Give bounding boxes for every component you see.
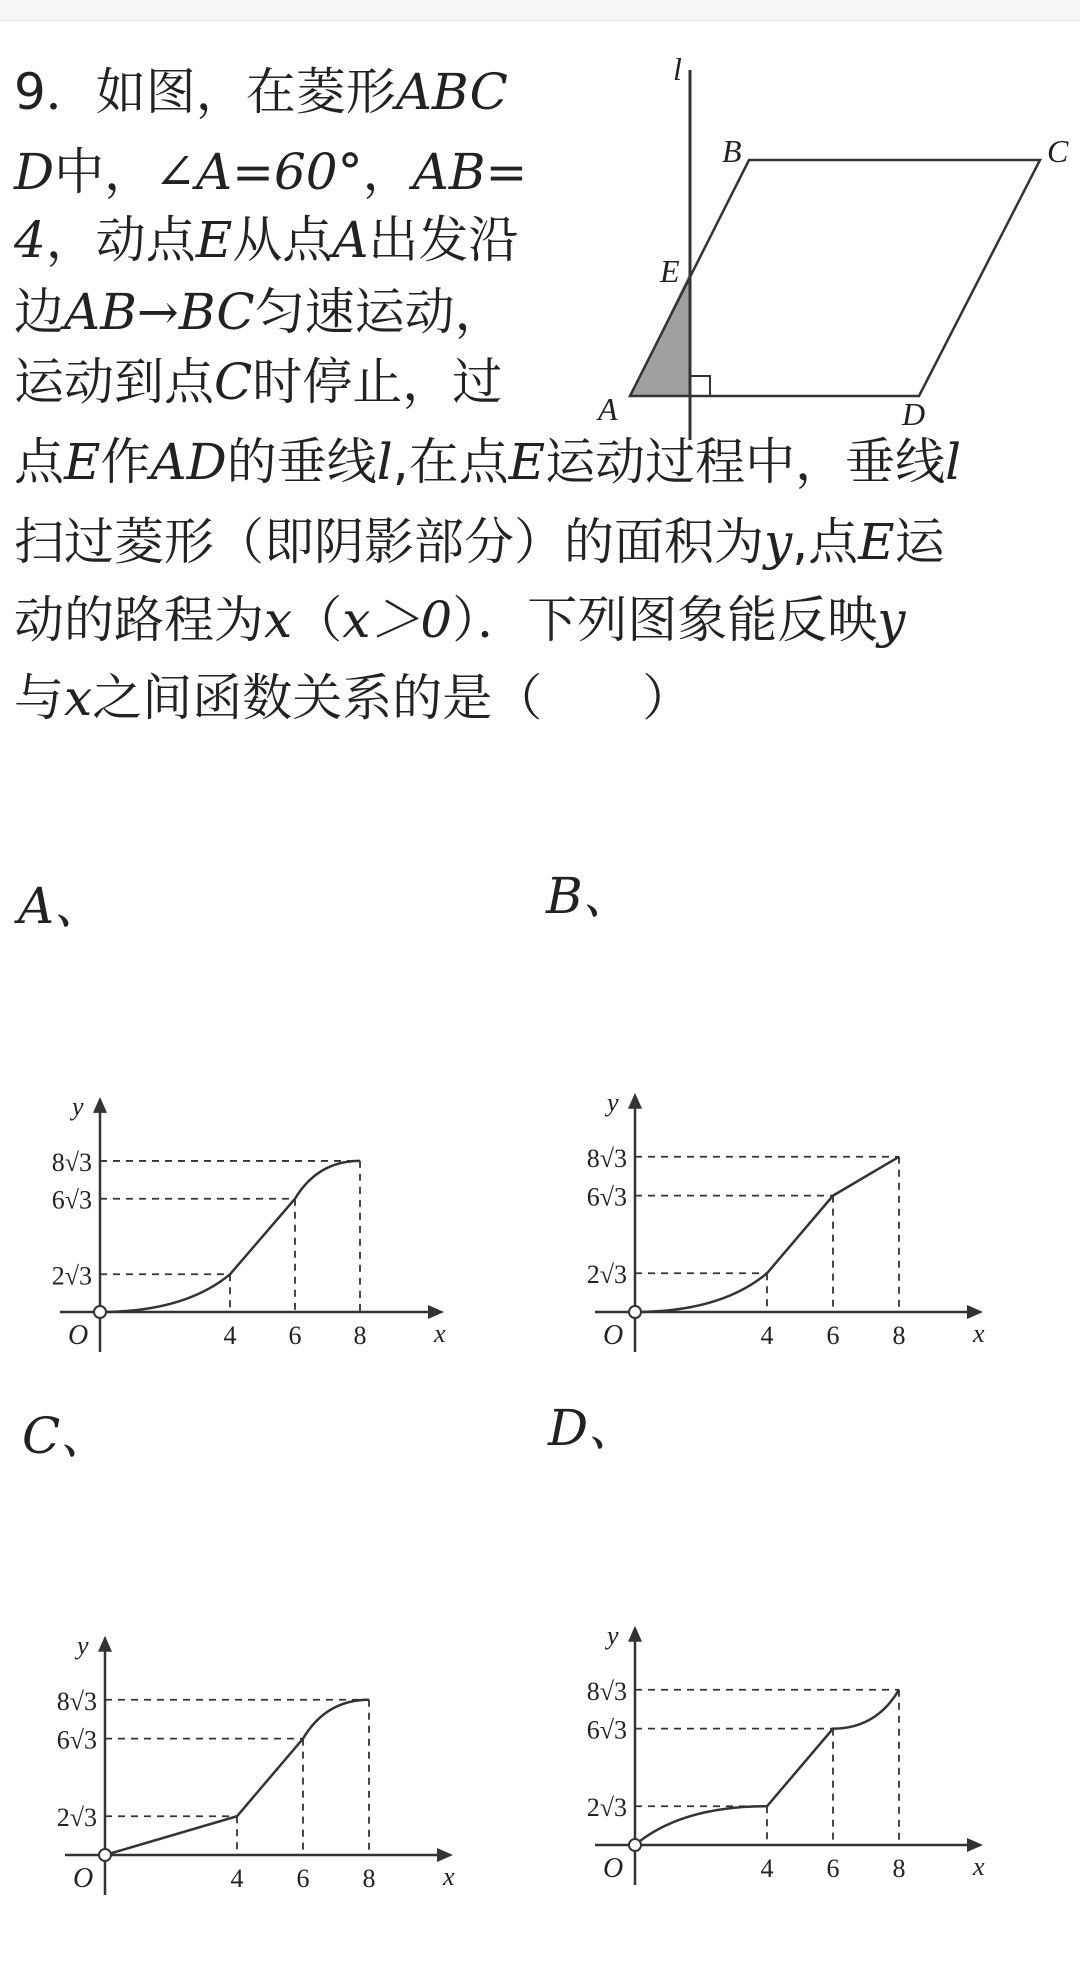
label-D: D xyxy=(902,396,926,432)
right-angle-mark xyxy=(690,376,710,396)
option-label-b[interactable]: B、 xyxy=(546,867,633,925)
origin-label: O xyxy=(68,1320,89,1351)
question-line-9: 与x之间函数关系的是（ ） xyxy=(14,669,693,727)
origin-label: O xyxy=(603,1853,624,1884)
origin-point xyxy=(99,1849,111,1861)
x-tick-label: 8 xyxy=(353,1321,367,1350)
y-tick-label: 6√3 xyxy=(56,1725,97,1755)
y-tick-label: 6√3 xyxy=(586,1182,627,1212)
question-line-1: 9．如图，在菱形ABC xyxy=(14,63,508,121)
y-axis-arrow xyxy=(628,1626,642,1642)
x-tick-label: 6 xyxy=(826,1854,840,1883)
x-tick-label: 4 xyxy=(230,1864,244,1893)
origin-label: O xyxy=(603,1320,624,1351)
y-axis-label: y xyxy=(72,1091,84,1121)
question-line-3: 4，动点E从点A出发沿 xyxy=(14,211,519,269)
y-tick-label: 2√3 xyxy=(586,1793,627,1823)
origin-point xyxy=(94,1306,106,1318)
y-tick-label: 8√3 xyxy=(51,1147,92,1177)
rhombus-figure xyxy=(580,40,1080,460)
y-tick-label: 2√3 xyxy=(56,1803,97,1833)
y-tick-label: 6√3 xyxy=(586,1715,627,1745)
label-E: E xyxy=(660,253,680,289)
question-line-2: D中，∠A=60°，AB= xyxy=(14,143,528,201)
x-axis-label: x xyxy=(973,1319,985,1348)
x-tick-label: 8 xyxy=(892,1854,906,1883)
label-A: A xyxy=(598,391,618,427)
x-axis-arrow xyxy=(967,1838,983,1852)
origin-label: O xyxy=(73,1863,94,1894)
x-axis-arrow xyxy=(428,1305,444,1319)
y-axis-arrow xyxy=(93,1097,107,1113)
x-axis-arrow xyxy=(437,1848,453,1862)
y-tick-label: 8√3 xyxy=(586,1676,627,1706)
y-tick-label: 2√3 xyxy=(51,1261,92,1291)
top-bar xyxy=(0,0,1080,21)
chart-option-c xyxy=(10,1480,540,1910)
y-axis-label: y xyxy=(607,1620,619,1650)
label-C: C xyxy=(1047,133,1069,169)
x-tick-label: 4 xyxy=(760,1854,774,1883)
label-B: B xyxy=(722,133,742,169)
x-axis-label: x xyxy=(443,1862,455,1891)
x-tick-label: 6 xyxy=(296,1864,310,1893)
option-label-d[interactable]: D、 xyxy=(548,1399,639,1457)
y-axis-arrow xyxy=(628,1093,642,1109)
chart-option-a xyxy=(10,950,530,1370)
y-axis-label: y xyxy=(77,1630,89,1660)
chart-option-b xyxy=(540,940,1070,1370)
question-line-5: 运动到点C时停止，过 xyxy=(14,353,503,411)
option-label-a[interactable]: A、 xyxy=(18,877,105,935)
x-axis-arrow xyxy=(967,1305,983,1319)
option-label-c[interactable]: C、 xyxy=(22,1407,111,1465)
y-axis-arrow xyxy=(98,1636,112,1652)
x-axis-label: x xyxy=(973,1852,985,1881)
origin-point xyxy=(629,1839,641,1851)
question-line-7: 扫过菱形（即阴影部分）的面积为y,点E运 xyxy=(14,513,945,571)
x-tick-label: 4 xyxy=(223,1321,237,1350)
label-l: l xyxy=(673,51,682,87)
chart-option-d xyxy=(540,1470,1070,1900)
question-line-4: 边AB→BC匀速运动， xyxy=(14,283,505,341)
y-axis-label: y xyxy=(607,1087,619,1117)
y-tick-label: 2√3 xyxy=(586,1260,627,1290)
x-tick-label: 4 xyxy=(760,1321,774,1350)
y-tick-label: 8√3 xyxy=(56,1686,97,1716)
origin-point xyxy=(629,1306,641,1318)
x-tick-label: 6 xyxy=(826,1321,840,1350)
question-line-6: 点E作AD的垂线l,在点E运动过程中，垂线l xyxy=(14,433,962,491)
x-tick-label: 8 xyxy=(892,1321,906,1350)
y-tick-label: 8√3 xyxy=(586,1143,627,1173)
x-tick-label: 8 xyxy=(362,1864,376,1893)
y-tick-label: 6√3 xyxy=(51,1185,92,1215)
x-axis-label: x xyxy=(434,1319,446,1348)
x-tick-label: 6 xyxy=(288,1321,302,1350)
question-line-8: 动的路程为x（x＞0）．下列图象能反映y xyxy=(14,591,906,649)
